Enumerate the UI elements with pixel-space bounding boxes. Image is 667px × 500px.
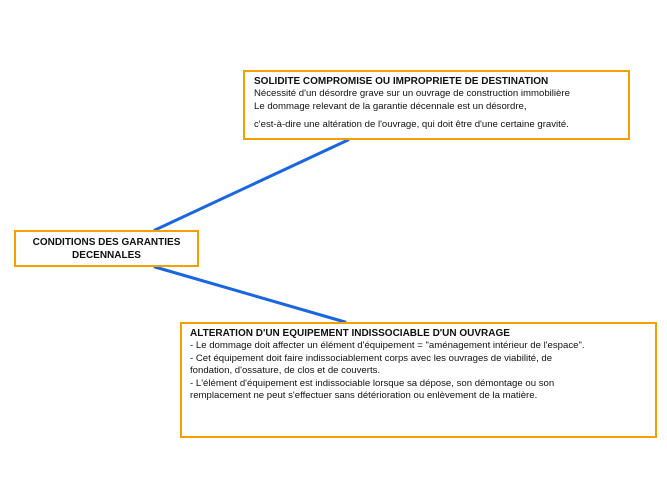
central-node-title-line-1: CONDITIONS DES GARANTIES xyxy=(32,237,181,248)
top-node-text-line-1: Nécessité d'un désordre grave sur un ouvrage de construction immobilière xyxy=(254,88,570,100)
bottom-node-title: ALTERATION D'UN EQUIPEMENT INDISSOCIABLE D'UN OUVRAGE xyxy=(190,328,510,339)
central-node-box xyxy=(14,230,199,267)
bottom-node-text-line-2: - Cet équipement doit faire indissociablement corps avec les ouvrages de viabilité, de xyxy=(190,352,553,364)
bottom-node-text-line-5: remplacement ne peut s'effectuer sans détérioration ou enlèvement de la matière. xyxy=(190,390,538,402)
central-node-title-line-2: DECENNALES xyxy=(72,250,141,261)
top-node-box xyxy=(243,70,630,140)
bottom-node-text-line-4: - L'élément d'équipement est indissociable lorsque sa dépose, son démontage ou son xyxy=(190,377,555,389)
connector-center-to-top xyxy=(155,140,348,230)
top-node-title: SOLIDITE COMPROMISE OU IMPROPRIETE DE DESTINATION xyxy=(254,76,549,87)
bottom-node-box xyxy=(180,322,657,438)
bottom-node-text-line-3: fondation, d'ossature, de clos et de couverts. xyxy=(190,365,381,377)
bottom-node-text-line-1: - Le dommage doit affecter un élément d'équipement = "aménagement intérieur de l'espace". xyxy=(190,340,585,352)
top-node-text-line-3: c'est-à-dire une altération de l'ouvrage, qui doit être d'une certaine gravité. xyxy=(254,119,569,131)
top-node-text-line-2: Le dommage relevant de la garantie décennale est un désordre, xyxy=(254,100,527,112)
connector-center-to-bottom xyxy=(155,267,345,322)
